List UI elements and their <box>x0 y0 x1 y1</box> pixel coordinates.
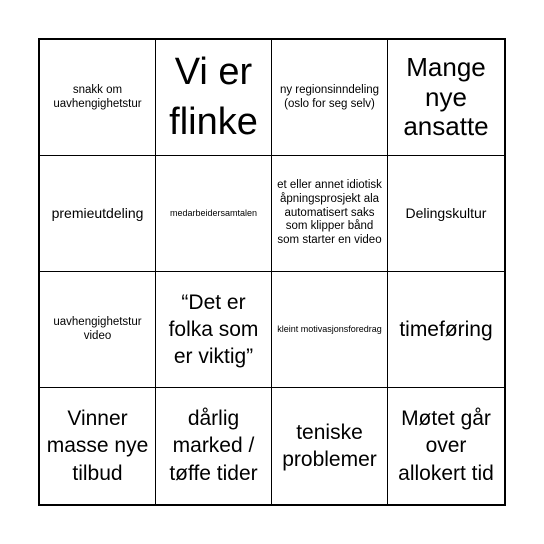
bingo-cell[interactable]: timeføring <box>388 272 504 388</box>
bingo-cell[interactable]: Møtet går over allokert tid <box>398 407 494 485</box>
bingo-cell[interactable]: Vi er flinke <box>156 40 272 156</box>
bingo-cell[interactable]: uavhengighetstur video <box>40 272 156 388</box>
bingo-cell[interactable]: ny regionsinndeling (oslo for seg selv) <box>272 40 388 156</box>
bingo-cell[interactable]: Vinner masse nye tilbud <box>40 388 156 504</box>
bingo-cell[interactable]: Delingskultur <box>388 156 504 272</box>
bingo-cell[interactable]: Mange nye ansatte <box>388 40 504 156</box>
bingo-cell[interactable]: kleint motivasjonsforedrag <box>272 272 388 388</box>
bingo-cell[interactable]: “Det er folka som er viktig” <box>156 272 272 388</box>
bingo-cell[interactable]: et eller annet idiotisk åpningsprosjekt ala automatisert saks som klipper bånd som starter en video <box>272 156 388 272</box>
bingo-cell[interactable]: medarbeidersamtalen <box>156 156 272 272</box>
bingo-cell[interactable]: premieutdeling <box>40 156 156 272</box>
bingo-cell[interactable]: snakk om uavhengighetstur <box>40 40 156 156</box>
bingo-cell[interactable]: teniske problemer <box>272 388 388 504</box>
bingo-board <box>38 38 506 506</box>
bingo-cell[interactable]: dårlig marked / tøffe tider <box>156 388 272 504</box>
